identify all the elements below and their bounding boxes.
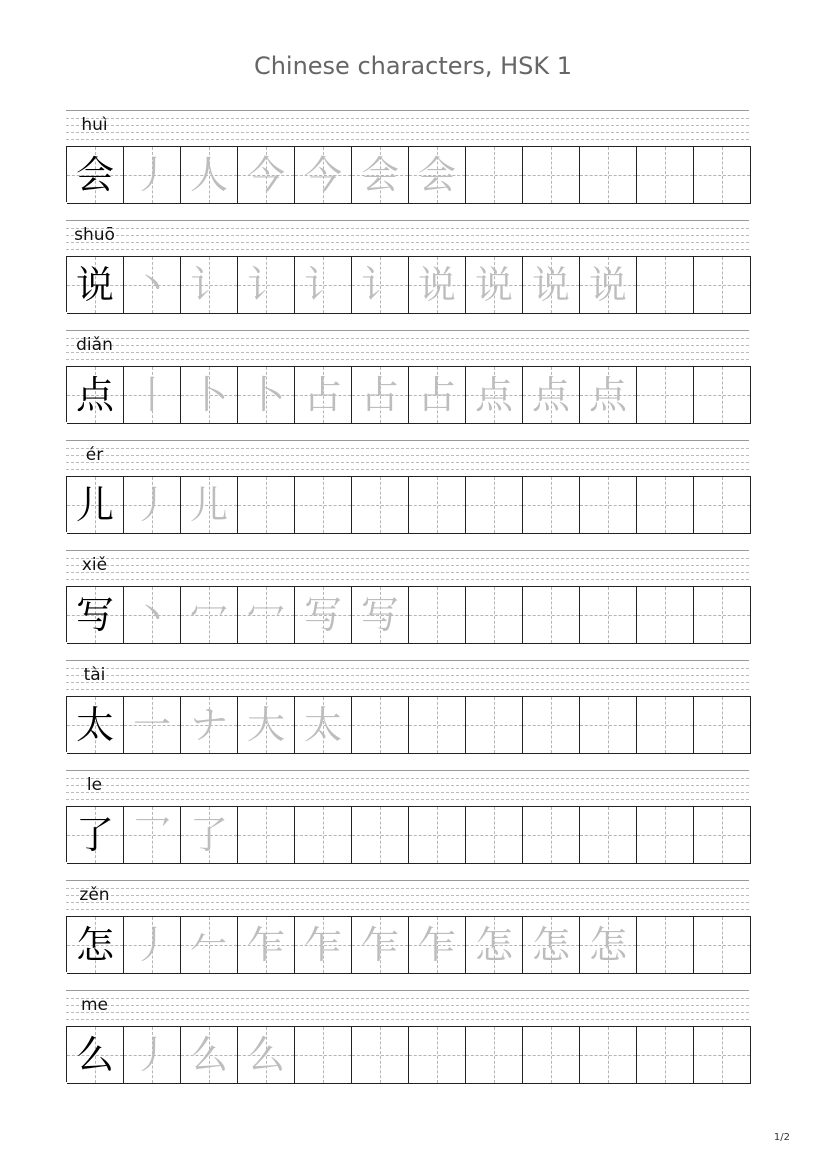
trace-character: 丶 xyxy=(132,593,171,637)
practice-cell xyxy=(238,366,295,424)
practice-cell xyxy=(409,476,466,534)
trace-character: 占 xyxy=(417,373,456,417)
practice-cell xyxy=(580,806,637,864)
trace-character: 丿 xyxy=(132,923,171,967)
trace-character: 今 xyxy=(246,153,285,197)
practice-cell xyxy=(124,366,181,424)
practice-cell xyxy=(409,146,466,204)
practice-cell xyxy=(181,916,238,974)
practice-cell xyxy=(523,366,580,424)
practice-cell xyxy=(580,1026,637,1084)
pinyin-guide-lines xyxy=(66,990,749,1016)
practice-cell xyxy=(295,586,352,644)
practice-cell xyxy=(238,1026,295,1084)
pinyin-guide-lines xyxy=(66,550,749,576)
trace-character: 一 xyxy=(132,703,171,747)
practice-cell xyxy=(409,256,466,314)
practice-cell xyxy=(694,146,751,204)
practice-cell xyxy=(637,366,694,424)
pinyin-guide-lines xyxy=(66,880,749,906)
practice-cell xyxy=(181,696,238,754)
trace-character: 儿 xyxy=(189,483,228,527)
pinyin-guide-lines xyxy=(66,220,749,246)
practice-cell xyxy=(181,476,238,534)
practice-cell xyxy=(352,476,409,534)
trace-character: 冖 xyxy=(246,593,285,637)
practice-cell xyxy=(523,586,580,644)
practice-cell xyxy=(295,696,352,754)
practice-cell xyxy=(181,806,238,864)
practice-cell xyxy=(409,696,466,754)
model-character: 儿 xyxy=(75,483,114,527)
pinyin-label: me xyxy=(80,995,109,1015)
model-character: 了 xyxy=(75,813,114,857)
trace-character: 占 xyxy=(303,373,342,417)
practice-cell xyxy=(409,916,466,974)
practice-cell xyxy=(637,256,694,314)
practice-cell xyxy=(637,806,694,864)
practice-row xyxy=(66,770,749,880)
character-grid xyxy=(66,1026,751,1082)
model-cell xyxy=(67,476,124,534)
practice-cell xyxy=(466,916,523,974)
practice-cell xyxy=(295,476,352,534)
practice-cell xyxy=(637,476,694,534)
practice-cell xyxy=(466,806,523,864)
trace-character: 𠂉 xyxy=(189,923,228,967)
practice-cell xyxy=(295,146,352,204)
practice-cell xyxy=(352,146,409,204)
practice-cell xyxy=(238,696,295,754)
trace-character: 说 xyxy=(474,263,513,307)
model-character: 会 xyxy=(75,153,114,197)
practice-cell xyxy=(580,586,637,644)
practice-cell xyxy=(124,586,181,644)
pinyin-label: le xyxy=(86,775,103,795)
character-grid xyxy=(66,806,751,862)
trace-character: 么 xyxy=(189,1033,228,1077)
practice-cell xyxy=(409,586,466,644)
practice-row xyxy=(66,110,749,220)
trace-character: 讠 xyxy=(360,263,399,307)
practice-cell xyxy=(181,1026,238,1084)
model-cell xyxy=(67,806,124,864)
practice-cell xyxy=(694,696,751,754)
practice-cell xyxy=(466,146,523,204)
pinyin-label: ér xyxy=(85,445,104,465)
pinyin-label: zěn xyxy=(79,885,110,905)
practice-cell xyxy=(352,916,409,974)
pinyin-guide-lines xyxy=(66,330,749,356)
trace-character: 怎 xyxy=(474,923,513,967)
trace-character: 丿 xyxy=(132,153,171,197)
trace-character: 写 xyxy=(303,593,342,637)
practice-cell xyxy=(124,1026,181,1084)
page-title: Chinese characters, HSK 1 xyxy=(253,52,573,80)
practice-row xyxy=(66,550,749,660)
practice-cell xyxy=(124,256,181,314)
trace-character: 说 xyxy=(531,263,570,307)
practice-cell xyxy=(409,366,466,424)
practice-cell xyxy=(580,146,637,204)
practice-row xyxy=(66,330,749,440)
character-grid xyxy=(66,476,751,532)
trace-character: 了 xyxy=(189,813,228,857)
model-character: 怎 xyxy=(75,923,114,967)
practice-cell xyxy=(352,696,409,754)
practice-cell xyxy=(580,916,637,974)
practice-row xyxy=(66,220,749,330)
practice-cell xyxy=(409,1026,466,1084)
practice-cell xyxy=(580,256,637,314)
practice-cell xyxy=(124,696,181,754)
practice-row xyxy=(66,440,749,550)
model-cell xyxy=(67,1026,124,1084)
trace-character: 乛 xyxy=(132,813,171,857)
trace-character: 丶 xyxy=(132,263,171,307)
practice-cell xyxy=(694,476,751,534)
trace-character: 会 xyxy=(417,153,456,197)
practice-cell xyxy=(637,1026,694,1084)
practice-cell xyxy=(124,916,181,974)
trace-character: 丿 xyxy=(132,483,171,527)
trace-character: 乍 xyxy=(246,923,285,967)
practice-cell xyxy=(466,366,523,424)
pinyin-label: diǎn xyxy=(76,335,113,355)
trace-character: 点 xyxy=(588,373,627,417)
character-grid xyxy=(66,916,751,972)
practice-cell xyxy=(466,476,523,534)
practice-cell xyxy=(295,806,352,864)
trace-character: 么 xyxy=(246,1033,285,1077)
practice-cell xyxy=(466,586,523,644)
pinyin-label: tài xyxy=(83,665,106,685)
practice-cell xyxy=(295,256,352,314)
practice-cell xyxy=(466,696,523,754)
page-number: 1/2 xyxy=(773,1132,790,1143)
practice-cell xyxy=(694,256,751,314)
practice-cell xyxy=(181,146,238,204)
practice-cell xyxy=(295,366,352,424)
trace-character: 会 xyxy=(360,153,399,197)
practice-cell xyxy=(295,916,352,974)
pinyin-label: huì xyxy=(81,115,108,135)
practice-cell xyxy=(181,586,238,644)
trace-character: 说 xyxy=(588,263,627,307)
practice-cell xyxy=(238,806,295,864)
practice-cell xyxy=(694,806,751,864)
trace-character: 乍 xyxy=(303,923,342,967)
trace-character: 点 xyxy=(474,373,513,417)
trace-character: 乍 xyxy=(417,923,456,967)
practice-cell xyxy=(523,916,580,974)
trace-character: 乍 xyxy=(360,923,399,967)
practice-cell xyxy=(523,256,580,314)
pinyin-guide-lines xyxy=(66,770,749,796)
pinyin-guide-lines xyxy=(66,660,749,686)
trace-character: 大 xyxy=(246,703,285,747)
trace-character: 丿 xyxy=(132,1033,171,1077)
model-cell xyxy=(67,366,124,424)
trace-character: 怎 xyxy=(588,923,627,967)
trace-character: 丨 xyxy=(132,373,171,417)
trace-character: 冖 xyxy=(189,593,228,637)
practice-cell xyxy=(637,916,694,974)
model-character: 点 xyxy=(75,373,114,417)
practice-cell xyxy=(637,696,694,754)
model-cell xyxy=(67,146,124,204)
trace-character: 写 xyxy=(360,593,399,637)
practice-cell xyxy=(352,1026,409,1084)
practice-cell xyxy=(580,696,637,754)
practice-cell xyxy=(637,586,694,644)
character-grid xyxy=(66,696,751,752)
pinyin-label: shuō xyxy=(74,225,115,245)
practice-cell xyxy=(238,146,295,204)
practice-cell xyxy=(352,366,409,424)
practice-cell xyxy=(523,146,580,204)
practice-cell xyxy=(580,366,637,424)
character-grid xyxy=(66,146,751,202)
practice-cell xyxy=(694,586,751,644)
trace-character: 占 xyxy=(360,373,399,417)
pinyin-guide-lines xyxy=(66,440,749,466)
pinyin-label: xiě xyxy=(81,555,108,575)
trace-character: 怎 xyxy=(531,923,570,967)
practice-row xyxy=(66,660,749,770)
practice-cell xyxy=(523,476,580,534)
practice-cell xyxy=(238,916,295,974)
model-character: 写 xyxy=(75,593,114,637)
practice-cell xyxy=(523,806,580,864)
character-grid xyxy=(66,256,751,312)
practice-cell xyxy=(523,1026,580,1084)
model-character: 太 xyxy=(75,703,114,747)
practice-cell xyxy=(238,256,295,314)
trace-character: 今 xyxy=(303,153,342,197)
practice-cell xyxy=(409,806,466,864)
practice-cell xyxy=(637,146,694,204)
practice-cell xyxy=(181,256,238,314)
practice-cell xyxy=(352,586,409,644)
trace-character: 卜 xyxy=(246,373,285,417)
practice-cell xyxy=(694,366,751,424)
practice-cell xyxy=(238,586,295,644)
trace-character: 点 xyxy=(531,373,570,417)
practice-cell xyxy=(238,476,295,534)
trace-character: 讠 xyxy=(246,263,285,307)
practice-cell xyxy=(124,806,181,864)
trace-character: 讠 xyxy=(189,263,228,307)
model-character: 么 xyxy=(75,1033,114,1077)
model-cell xyxy=(67,696,124,754)
practice-cell xyxy=(523,696,580,754)
practice-cell xyxy=(466,256,523,314)
practice-cell xyxy=(694,1026,751,1084)
trace-character: ナ xyxy=(189,703,228,747)
practice-cell xyxy=(466,1026,523,1084)
practice-rows xyxy=(66,110,749,1100)
practice-cell xyxy=(580,476,637,534)
pinyin-guide-lines xyxy=(66,110,749,136)
practice-cell xyxy=(352,806,409,864)
character-grid xyxy=(66,586,751,642)
trace-character: 太 xyxy=(303,703,342,747)
trace-character: 说 xyxy=(417,263,456,307)
practice-row xyxy=(66,880,749,990)
trace-character: 讠 xyxy=(303,263,342,307)
model-cell xyxy=(67,916,124,974)
model-character: 说 xyxy=(75,263,114,307)
trace-character: 卜 xyxy=(189,373,228,417)
practice-cell xyxy=(124,476,181,534)
trace-character: 人 xyxy=(189,153,228,197)
practice-cell xyxy=(295,1026,352,1084)
practice-cell xyxy=(352,256,409,314)
model-cell xyxy=(67,586,124,644)
practice-cell xyxy=(694,916,751,974)
practice-cell xyxy=(124,146,181,204)
practice-row xyxy=(66,990,749,1100)
practice-cell xyxy=(181,366,238,424)
model-cell xyxy=(67,256,124,314)
character-grid xyxy=(66,366,751,422)
